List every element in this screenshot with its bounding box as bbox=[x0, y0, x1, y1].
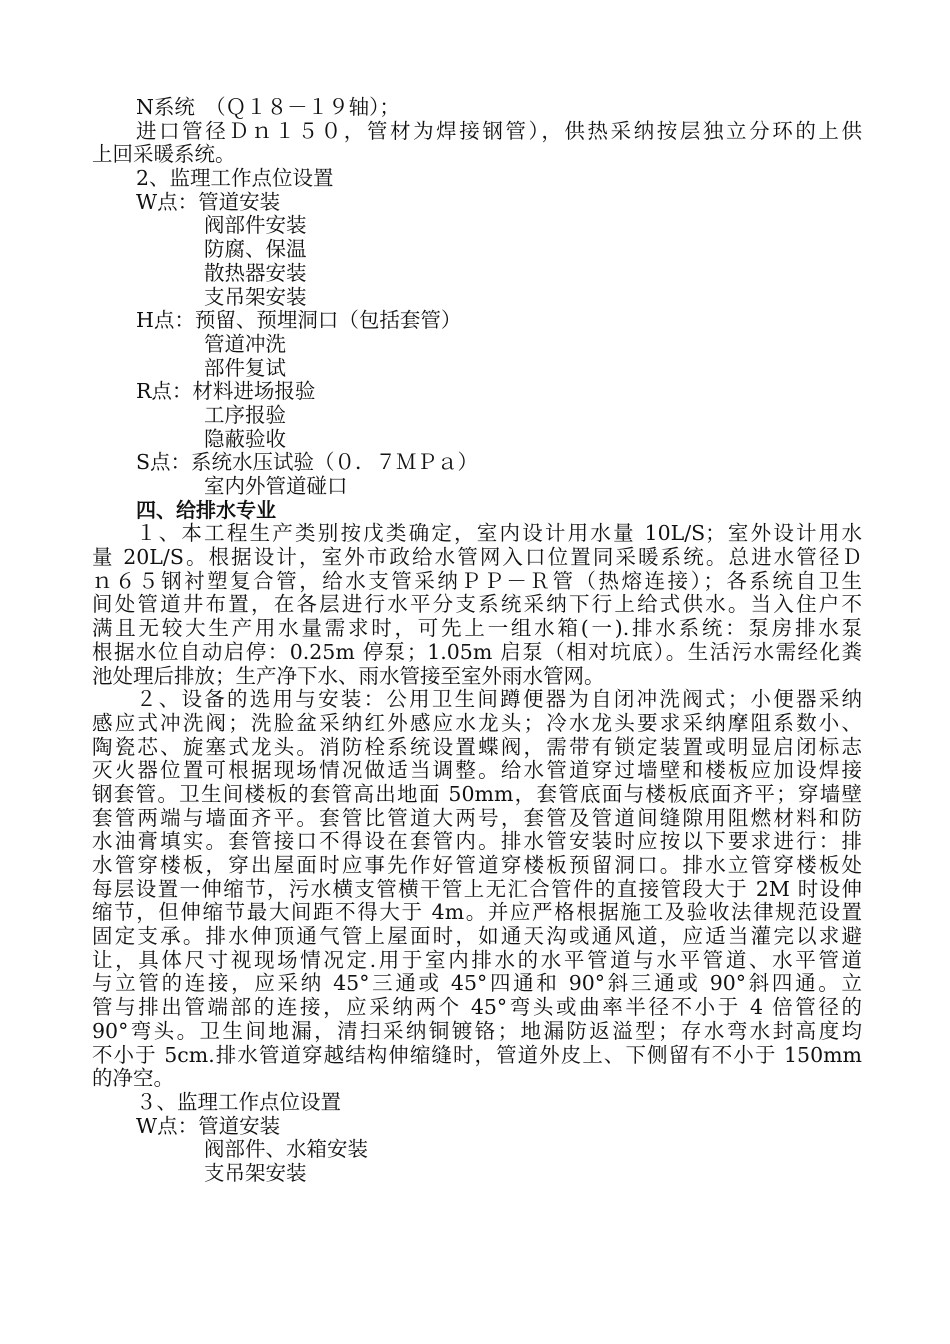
list-line: W点：管道安装 bbox=[136, 1113, 281, 1138]
text-line: 防腐、保温 bbox=[204, 237, 307, 262]
paragraph-line: 缩节，但伸缩节最大间距不得大于 4m。并应严格根据施工及验收法律规范设置 bbox=[92, 901, 862, 925]
text-line: 阀部件安装 bbox=[204, 213, 307, 238]
list-line: ３、监理工作点位设置 bbox=[136, 1089, 341, 1114]
paragraph-line: ｎ６５钢衬塑复合管，给水支管采纳ＰＰ－Ｒ管（热熔连接）；各系统自卫生 bbox=[92, 569, 862, 593]
text-line: 支吊架安装 bbox=[204, 284, 307, 309]
text-line: W点：管道安装 bbox=[136, 189, 281, 214]
paragraph-2 bbox=[92, 688, 862, 1091]
paragraph-line: 90°弯头。卫生间地漏，清扫采纳铜镀铬；地漏防返溢型；存水弯水封高度均 bbox=[92, 1019, 862, 1043]
text-line: S点：系统水压试验（０．７ＭＰａ） bbox=[136, 450, 479, 475]
paragraph-1 bbox=[92, 522, 862, 688]
paragraph-line: 套管两端与墙面齐平。套管比管道大两号，套管及管道间缝隙用阻燃材料和防 bbox=[92, 806, 862, 830]
paragraph-line: 陶瓷芯、旋塞式龙头。消防栓系统设置蝶阀，需带有锁定装置或明显启闭标志 bbox=[92, 735, 862, 759]
paragraph-line: 让，具体尺寸视现场情况定.用于室内排水的水平管道与水平管道、水平管道 bbox=[92, 948, 862, 972]
paragraph-line: 固定支承。排水伸顶通气管上屋面时，如通天沟或通风道，应适当灌完以求避 bbox=[92, 925, 862, 949]
text-line: H点：预留、预埋洞口（包括套管） bbox=[136, 308, 462, 333]
text-line: 隐蔽验收 bbox=[204, 426, 286, 451]
paragraph-line: 的净空。 bbox=[92, 1067, 174, 1091]
paragraph-line: 每层设置一伸缩节，污水横支管横干管上无汇合管件的直接管段大于 2M 时设伸 bbox=[92, 877, 862, 901]
paragraph-line: 满且无较大生产用水量需求时，可先上一组水箱(一).排水系统：泵房排水泵 bbox=[92, 617, 862, 641]
paragraph-line: 池处理后排放；生产净下水、雨水管接至室外雨水管网。 bbox=[92, 664, 605, 688]
paragraph-line: 与立管的连接，应采纳 45°三通或 45°四通和 90°斜三通或 90°斜四通。立 bbox=[92, 972, 862, 996]
list-line: 阀部件、水箱安装 bbox=[204, 1137, 368, 1162]
paragraph-line: 间处管道井布置，在各层进行水平分支系统采纳下行上给式供水。当入住户不 bbox=[92, 593, 862, 617]
paragraph-line: 水油膏填实。套管接口不得设在套管内。排水管安装时应按以下要求进行：排 bbox=[92, 830, 862, 854]
supervision-points-list bbox=[92, 1091, 862, 1186]
text-line: 部件复试 bbox=[204, 355, 286, 380]
document-page bbox=[92, 96, 862, 1186]
heating-section-tail bbox=[92, 96, 862, 499]
text-line: 上回采暖系统。 bbox=[92, 142, 236, 167]
text-line: 散热器安装 bbox=[204, 260, 307, 285]
text-line: 管道冲洗 bbox=[204, 331, 286, 356]
paragraph-line: 感应式冲洗阀；洗脸盆采纳红外感应水龙头；冷水龙头要求采纳摩阻系数小、 bbox=[92, 711, 862, 735]
paragraph-line: １、本工程生产类别按戊类确定，室内设计用水量 10L/S；室外设计用水 bbox=[136, 522, 862, 546]
list-line: 支吊架安装 bbox=[204, 1160, 307, 1185]
text-line: R点：材料进场报验 bbox=[136, 379, 316, 404]
paragraph-line: 灭火器位置可根据现场情况做适当调整。给水管道穿过墙壁和楼板应加设焊接 bbox=[92, 759, 862, 783]
paragraph-line: 量 20L/S。根据设计，室外市政给水管网入口位置同采暖系统。总进水管径Ｄ bbox=[92, 546, 862, 570]
text-line: 工序报验 bbox=[204, 402, 286, 427]
text-line: N系统 （Ｑ１８－１９轴）； bbox=[136, 95, 400, 119]
paragraph-line: 钢套管。卫生间楼板的套管高出地面 50mm，套管底面与楼板底面齐平；穿墙壁 bbox=[92, 782, 862, 806]
paragraph-line: 管与排出管端部的连接，应采纳两个 45°弯头或曲率半径不小于 4 倍管径的 bbox=[92, 996, 862, 1020]
paragraph-line: 不小于 5cm.排水管道穿越结构伸缩缝时，管道外皮上、下侧留有不小于 150mm bbox=[92, 1043, 862, 1067]
paragraph-line: 根据水位自动启停：0.25m 停泵；1.05m 启泵（相对坑底）。生活污水需经化粪 bbox=[92, 640, 862, 664]
paragraph-line: 水管穿楼板，穿出屋面时应事先作好管道穿楼板预留洞口。排水立管穿楼板处 bbox=[92, 854, 862, 877]
text-line: 进口管径Ｄｎ１５０，管材为焊接钢管），供热采纳按层独立分环的上供 bbox=[136, 119, 862, 143]
paragraph-line: ２、设备的选用与安装：公用卫生间蹲便器为自闭冲洗阀式；小便器采纳 bbox=[136, 688, 862, 712]
section-heading: 四、给排水专业 bbox=[136, 497, 276, 522]
text-line: 室内外管道碰口 bbox=[204, 474, 348, 498]
text-line: 2、监理工作点位设置 bbox=[136, 166, 334, 191]
